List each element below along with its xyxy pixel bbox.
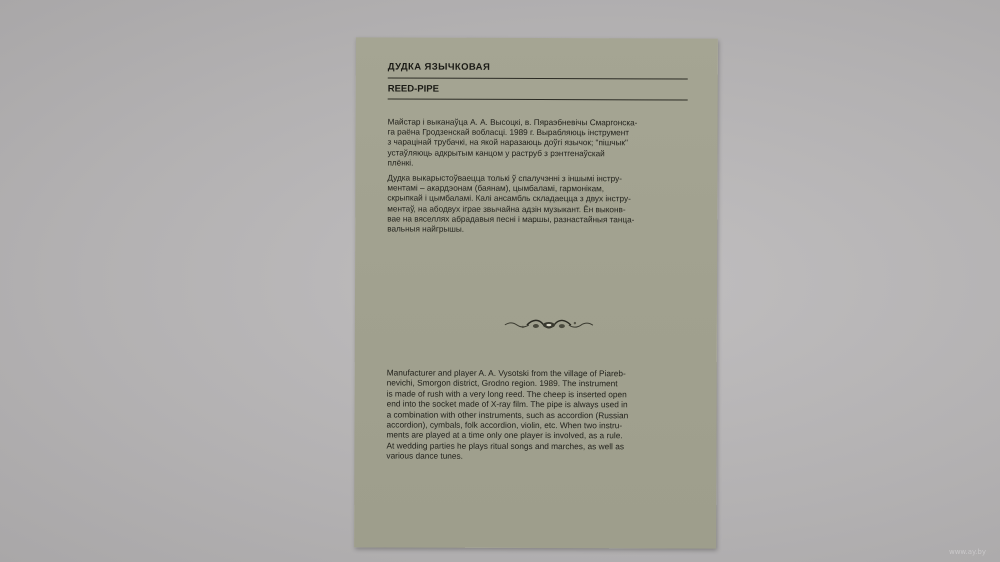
- title-belarusian: ДУДКА ЯЗЫЧКОВАЯ: [387, 61, 491, 73]
- text-line: ментаў, на абодвух іграе звычайна адзін музыкант. Ён выконв-: [387, 204, 626, 214]
- postcard: [354, 37, 718, 548]
- text-line: з чарацінай трубачкі, на якой наразаюць доўгі язычок; "пішчык": [387, 137, 628, 148]
- text-line: плёнкі.: [387, 158, 414, 168]
- title-english: REED-PIPE: [387, 83, 439, 95]
- description-english: [386, 367, 704, 462]
- text-line: скрыпкай і цымбаламі. Калі ансамбль складаецца з двух інстру-: [387, 193, 631, 204]
- text-line: At wedding parties he plays ritual songs and marches, as well as: [386, 440, 624, 452]
- text-line: ments are played at a time only one player is involved, as a rule.: [386, 429, 623, 441]
- text-line: устаўляюць адкрытым канцом у раструб з рэнтгенаўскай: [387, 148, 605, 158]
- text-line: end into the socket made of X-ray film. The pipe is always used in: [386, 398, 628, 410]
- text-line: га раёна Гродзенскай вобласці. 1989 г. Вырабляюць інструмент: [387, 127, 629, 138]
- text-line: Майстар і выканаўца А. А. Высоцкі, в. Пяраэбневічы Смаргонска-: [387, 117, 638, 128]
- title-divider-bottom: [388, 98, 688, 100]
- text-line: Manufacturer and player A. A. Vysotski from the village of Piareb-: [386, 367, 626, 379]
- text-line: various dance tunes.: [386, 450, 464, 461]
- title-divider-top: [388, 77, 688, 79]
- text-line: nevichi, Smorgon district, Grodno region. 1989. The instrument: [386, 377, 618, 389]
- text-line: ментамі – акардэонам (баянам), цымбаламі, гармонікам,: [387, 183, 605, 194]
- text-line: вальныя найгрышы.: [387, 224, 465, 234]
- description-belarusian-2: [387, 173, 701, 235]
- text-line: accordion), cymbals, folk accordion, violin, etc. When two instru-: [386, 419, 623, 431]
- watermark: www.ay.by: [948, 548, 986, 556]
- text-line: a combination with other instruments, such as accordion (Russian: [386, 409, 629, 420]
- text-line: Дудка выкарыстоўваецца толькі ў спалучэнні з іншымі інстру-: [387, 173, 622, 184]
- text-line: is made of rush with a very long reed. The cheep is inserted open: [386, 388, 627, 400]
- description-belarusian-1: [387, 117, 701, 169]
- text-line: вае на вяселлях абрадавыя песні і маршы, разнастайныя танца-: [387, 214, 635, 225]
- decorative-ornament: [503, 318, 595, 332]
